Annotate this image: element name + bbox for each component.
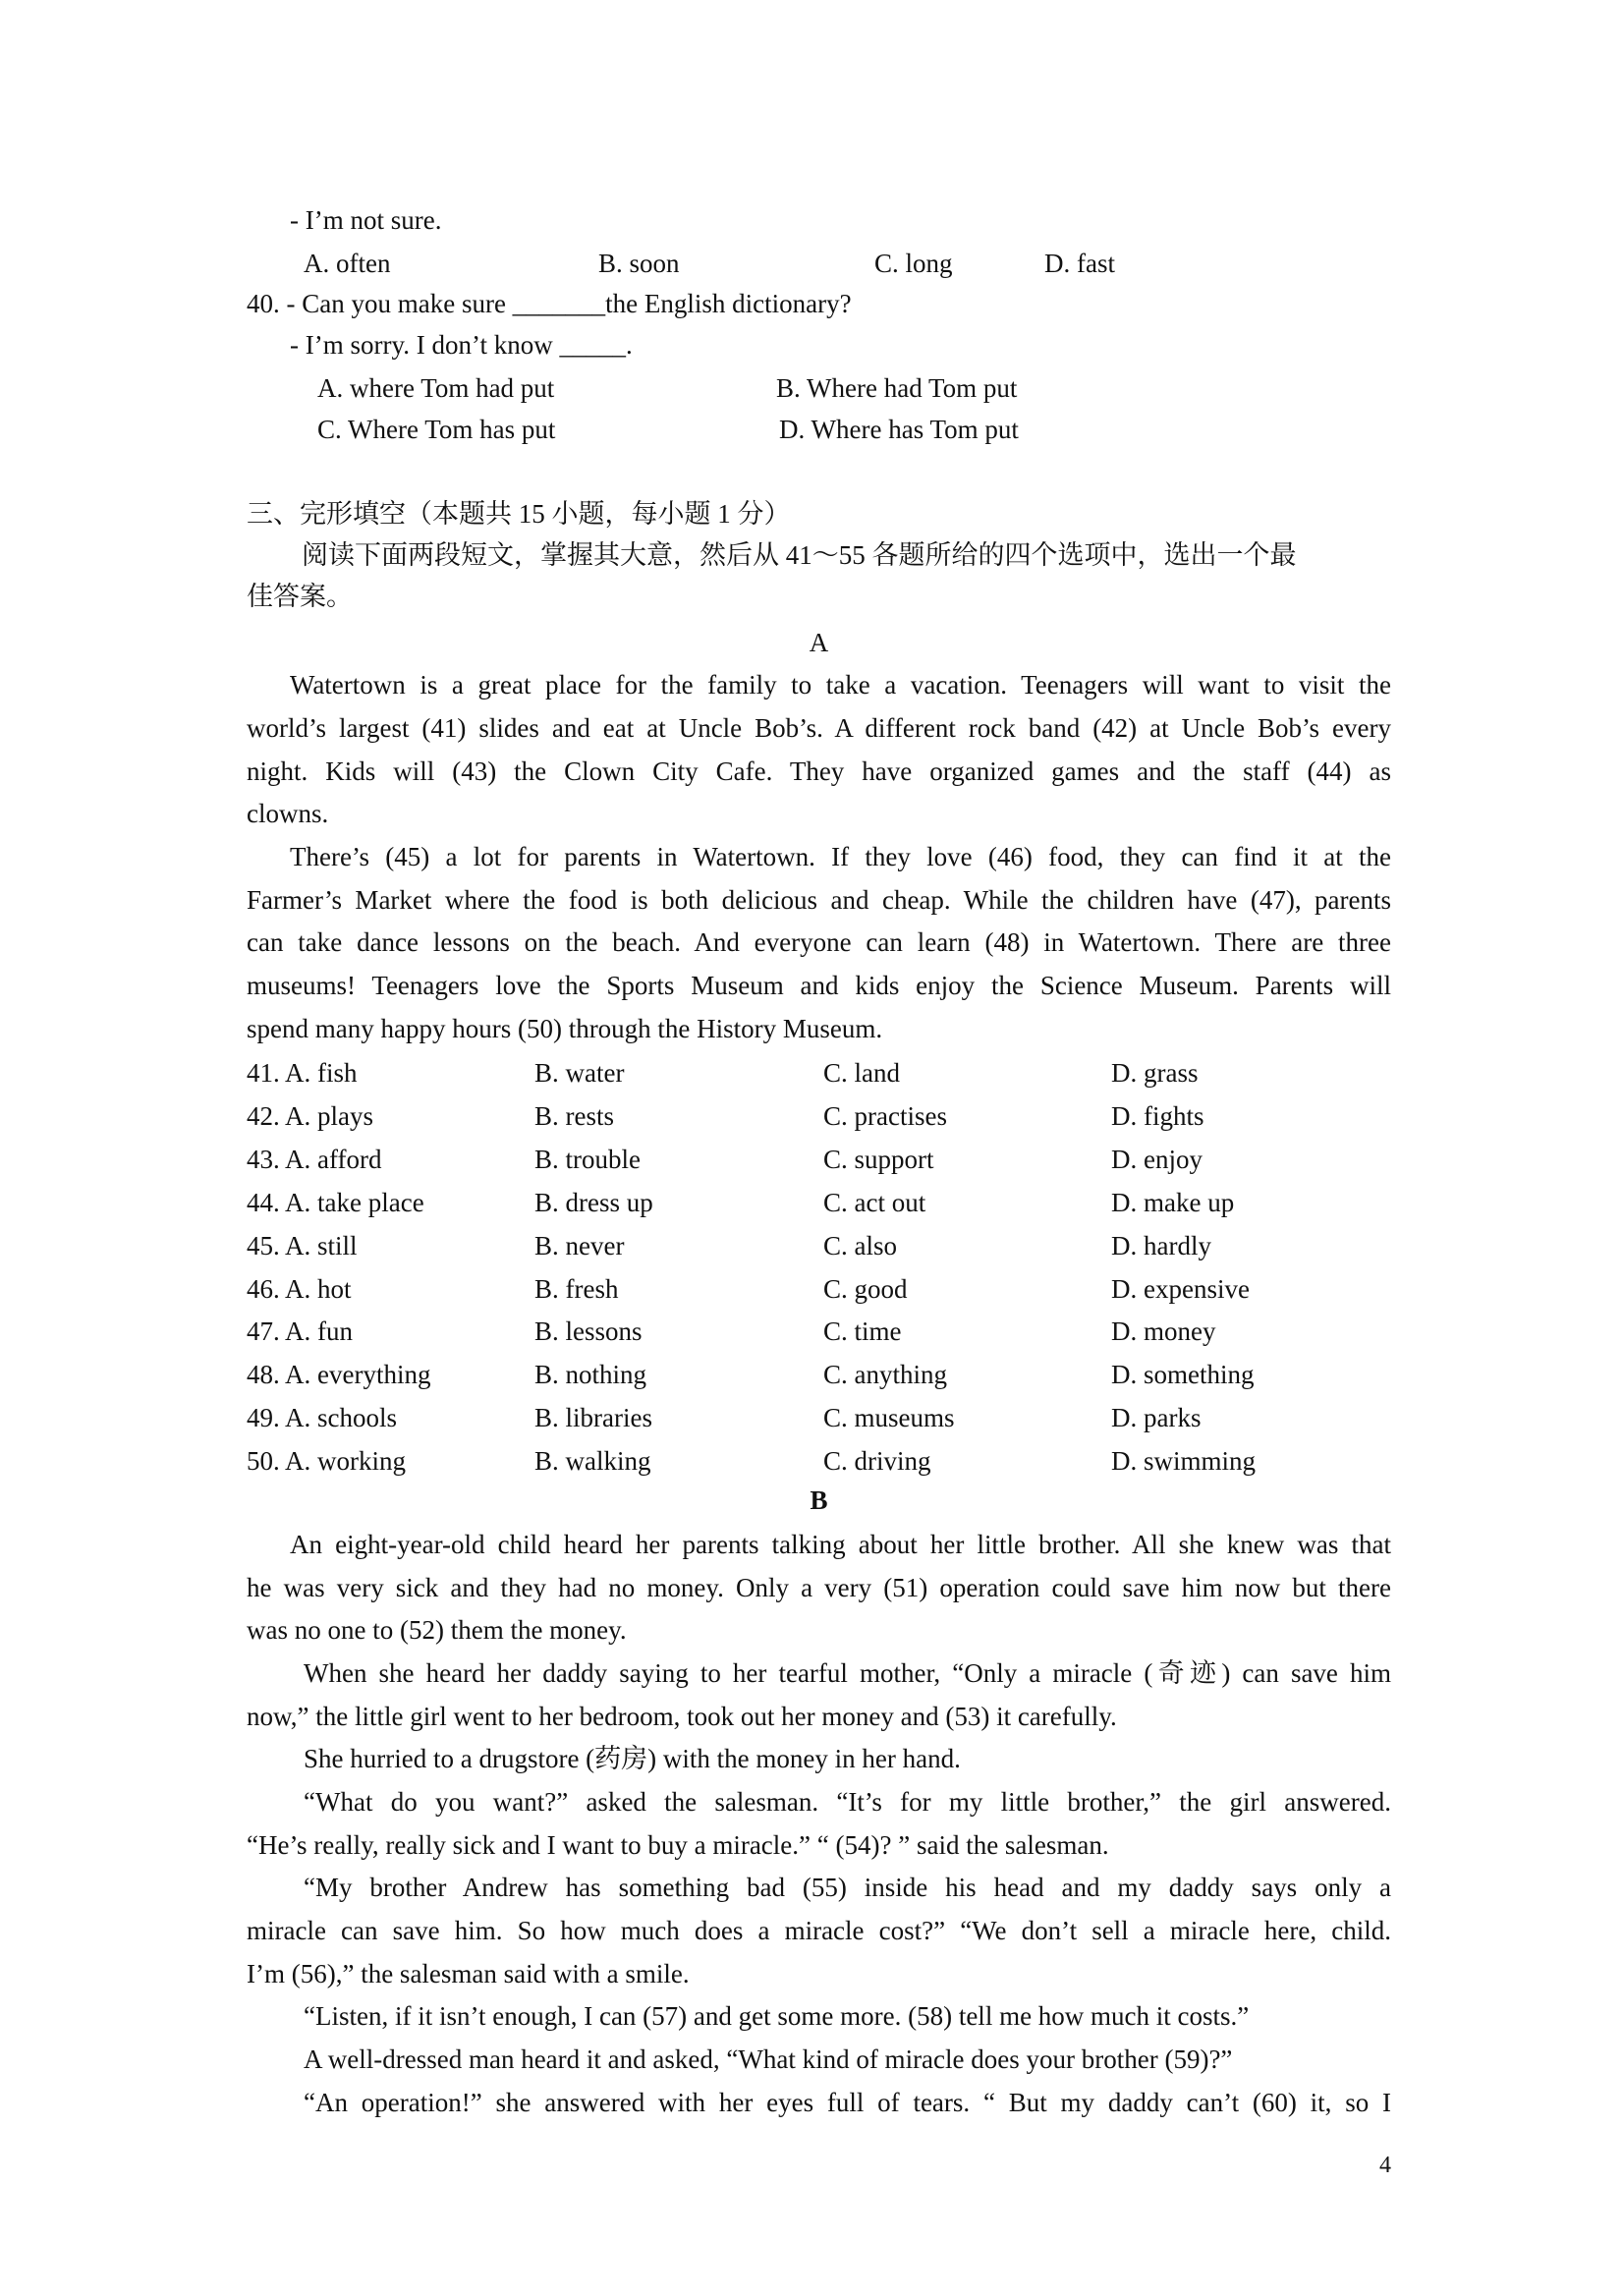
q40-question: 40. - Can you make sure _______the English dictionary? <box>247 289 852 318</box>
option-42-c: C. practises <box>823 1101 947 1131</box>
option-46-c: C. good <box>823 1274 908 1304</box>
q39-option-d: D. fast <box>1044 249 1115 278</box>
option-49-b: B. libraries <box>534 1403 652 1432</box>
option-43-d: D. enjoy <box>1111 1145 1203 1174</box>
option-43-a: 43. A. afford <box>247 1145 382 1174</box>
option-47-a: 47. A. fun <box>247 1316 353 1346</box>
passage-a-title: A <box>809 628 829 657</box>
section-instruction-1: 阅读下面两段短文，掌握其大意，然后从 41～55 各题所给的四个选项中，选出一个最 <box>302 540 1297 570</box>
option-48-d: D. something <box>1111 1360 1255 1389</box>
option-44-b: B. dress up <box>534 1188 653 1217</box>
passage-a-line: can take dance lessons on the beach. And everyone can learn (48) in Watertown. There are three <box>247 927 1391 957</box>
option-41-a: 41. A. fish <box>247 1058 358 1088</box>
option-48-c: C. anything <box>823 1360 947 1389</box>
option-50-a: 50. A. working <box>247 1446 406 1476</box>
passage-b-line: I’m (56),” the salesman said with a smile. <box>247 1959 690 1988</box>
option-42-d: D. fights <box>1111 1101 1204 1131</box>
q40-reply: - I’m sorry. I don’t know _____. <box>290 330 633 360</box>
option-49-a: 49. A. schools <box>247 1403 398 1432</box>
option-46-d: D. expensive <box>1111 1274 1250 1304</box>
passage-b-line: She hurried to a drugstore (药房) with the money in her hand. <box>304 1744 961 1773</box>
passage-a-line: Farmer’s Market where the food is both delicious and cheap. While the children have (47), parents <box>247 885 1391 915</box>
q39-answer-line: - I’m not sure. <box>290 205 442 235</box>
option-47-b: B. lessons <box>534 1316 643 1346</box>
option-42-b: B. rests <box>534 1101 614 1131</box>
passage-b-line: “An operation!” she answered with her eyes full of tears. “ But my daddy can’t (60) it, so I <box>304 2088 1391 2117</box>
option-43-c: C. support <box>823 1145 934 1174</box>
section-heading: 三、完形填空（本题共 15 小题，每小题 1 分） <box>247 499 791 529</box>
passage-b-line: now,” the little girl went to her bedroom, took out her money and (53) it carefully. <box>247 1702 1117 1731</box>
q40-option-c: C. Where Tom has put <box>317 415 556 444</box>
q40-option-a: A. where Tom had put <box>317 373 555 403</box>
page-number: 4 <box>1379 2153 1391 2178</box>
passage-a-line: Watertown is a great place for the family to take a vacation. Teenagers will want to visit the <box>290 670 1391 700</box>
option-41-b: B. water <box>534 1058 625 1088</box>
option-50-c: C. driving <box>823 1446 931 1476</box>
option-42-a: 42. A. plays <box>247 1101 374 1131</box>
option-45-d: D. hardly <box>1111 1231 1211 1260</box>
option-45-c: C. also <box>823 1231 898 1260</box>
option-46-b: B. fresh <box>534 1274 619 1304</box>
option-47-d: D. money <box>1111 1316 1216 1346</box>
passage-b-line: When she heard her daddy saying to her tearful mother, “Only a miracle (奇迹) can save him <box>304 1658 1391 1688</box>
passage-a-line: night. Kids will (43) the Clown City Cafe. They have organized games and the staff (44) as <box>247 756 1391 786</box>
option-43-b: B. trouble <box>534 1145 641 1174</box>
option-45-b: B. never <box>534 1231 625 1260</box>
passage-a-line: world’s largest (41) slides and eat at Uncle Bob’s. A different rock band (42) at Uncle Bob’s every <box>247 713 1391 743</box>
option-41-c: C. land <box>823 1058 900 1088</box>
passage-a-line: clowns. <box>247 799 329 828</box>
section-instruction-2: 佳答案。 <box>247 582 353 611</box>
option-44-c: C. act out <box>823 1188 926 1217</box>
q39-option-a: A. often <box>304 249 391 278</box>
passage-a-line: spend many happy hours (50) through the History Museum. <box>247 1014 883 1043</box>
passage-b-line: “My brother Andrew has something bad (55) inside his head and my daddy says only a <box>304 1873 1391 1902</box>
passage-b-line: A well-dressed man heard it and asked, “What kind of miracle does your brother (59)?” <box>304 2044 1233 2074</box>
passage-b-title: B <box>810 1485 828 1515</box>
option-41-d: D. grass <box>1111 1058 1199 1088</box>
passage-b-line: he was very sick and they had no money. Only a very (51) operation could save him now but there <box>247 1573 1391 1602</box>
passage-b-line: “What do you want?” asked the salesman. “It’s for my little brother,” the girl answered. <box>304 1787 1391 1817</box>
q39-option-c: C. long <box>874 249 953 278</box>
passage-b-line: “He’s really, really sick and I want to buy a miracle.” “ (54)? ” said the salesman. <box>247 1830 1109 1860</box>
q40-option-b: B. Where had Tom put <box>776 373 1018 403</box>
option-48-b: B. nothing <box>534 1360 647 1389</box>
option-49-d: D. parks <box>1111 1403 1202 1432</box>
option-47-c: C. time <box>823 1316 902 1346</box>
option-50-d: D. swimming <box>1111 1446 1257 1476</box>
passage-a-line: There’s (45) a lot for parents in Watertown. If they love (46) food, they can find it at the <box>290 842 1391 871</box>
passage-b-line: was no one to (52) them the money. <box>247 1615 627 1645</box>
option-44-a: 44. A. take place <box>247 1188 424 1217</box>
option-45-a: 45. A. still <box>247 1231 358 1260</box>
option-49-c: C. museums <box>823 1403 955 1432</box>
passage-b-line: An eight-year-old child heard her parents talking about her little brother. All she knew was that <box>290 1530 1391 1559</box>
q39-option-b: B. soon <box>598 249 680 278</box>
q40-option-d: D. Where has Tom put <box>779 415 1019 444</box>
option-50-b: B. walking <box>534 1446 651 1476</box>
option-48-a: 48. A. everything <box>247 1360 431 1389</box>
option-44-d: D. make up <box>1111 1188 1235 1217</box>
passage-b-line: “Listen, if it isn’t enough, I can (57) and get some more. (58) tell me how much it costs.” <box>304 2001 1250 2031</box>
passage-a-line: museums! Teenagers love the Sports Museum and kids enjoy the Science Museum. Parents will <box>247 971 1391 1000</box>
option-46-a: 46. A. hot <box>247 1274 352 1304</box>
passage-b-line: miracle can save him. So how much does a miracle cost?” “We don’t sell a miracle here, child. <box>247 1916 1391 1945</box>
